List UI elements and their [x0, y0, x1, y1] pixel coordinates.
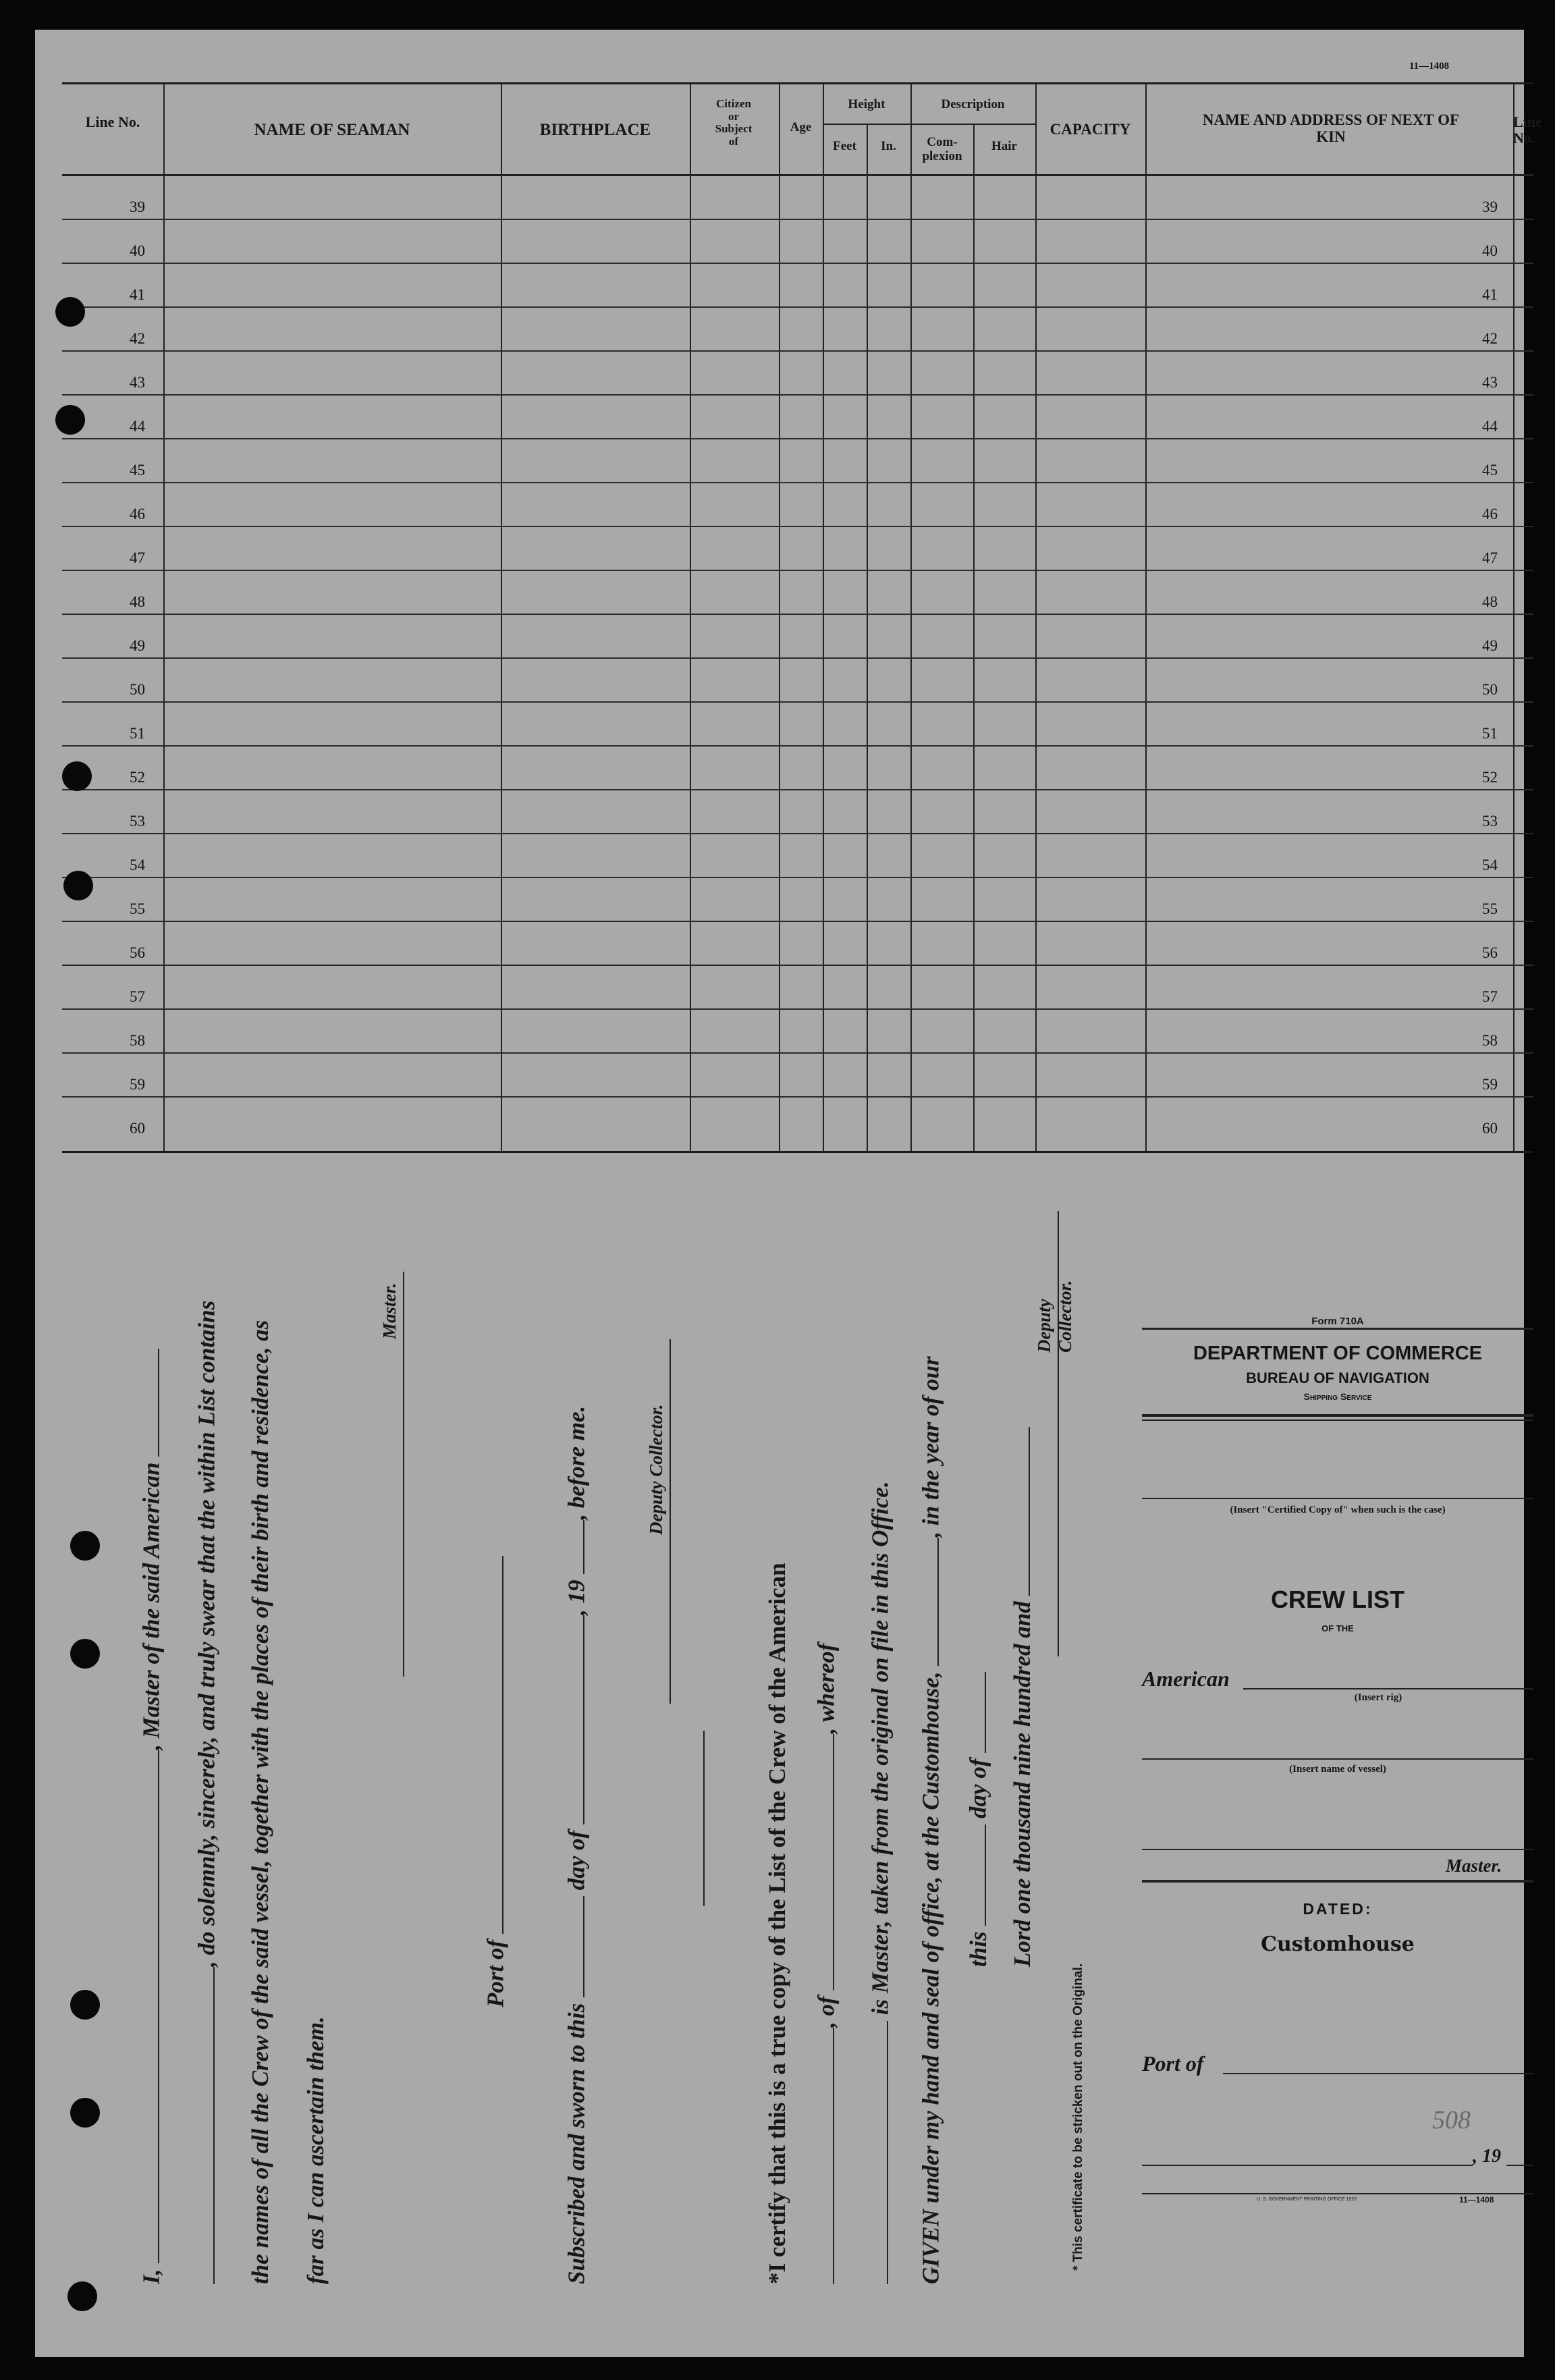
deputy-collector-signature-line-1[interactable] — [670, 1339, 671, 1704]
line-number-right: 42 — [1482, 330, 1498, 347]
master-signature-label: Master. — [379, 1282, 400, 1339]
year-label-panel: , 19 — [1473, 2146, 1501, 2167]
line-number-left: 46 — [130, 506, 145, 522]
line-number-left: 56 — [130, 944, 145, 961]
line-number-left: 45 — [130, 462, 145, 479]
table-row — [62, 176, 1533, 220]
line-number-left: 60 — [130, 1120, 145, 1137]
binder-hole — [70, 1531, 100, 1561]
line-number-left: 42 — [130, 330, 145, 347]
row-line-right — [1513, 176, 1533, 220]
master-oath-certificate — [130, 1258, 1088, 2284]
table-row — [62, 615, 1533, 659]
line-number-left: 47 — [130, 549, 145, 566]
row-entry-area[interactable] — [163, 483, 1513, 527]
row-entry-area[interactable] — [163, 439, 1513, 483]
line-number-right: 43 — [1482, 374, 1498, 391]
line-number-right: 39 — [1482, 198, 1498, 215]
header-citizen: Citizen or Subject of — [715, 97, 753, 148]
row-entry-area[interactable] — [163, 703, 1513, 747]
line-number-right: 57 — [1482, 988, 1498, 1005]
row-line-left — [62, 922, 163, 966]
deputy-collector-label-2: Deputy Collector. — [1034, 1280, 1075, 1353]
header-complexion: Com- plexion — [922, 135, 962, 163]
master-label-panel: Master. — [1446, 1856, 1502, 1876]
row-entry-area[interactable] — [163, 790, 1513, 834]
lord-line: Lord one thousand nine hundred and — [1007, 1427, 1036, 2284]
vessel-rig-field[interactable] — [136, 1349, 159, 1457]
row-entry-area[interactable] — [163, 922, 1513, 966]
certified-vessel-field[interactable] — [811, 1734, 834, 1991]
customhouse-field[interactable] — [916, 1538, 939, 1666]
line-number-left: 39 — [130, 198, 145, 215]
table-row — [62, 571, 1533, 615]
row-entry-area[interactable] — [163, 1010, 1513, 1054]
row-line-left — [62, 790, 163, 834]
row-line-left — [62, 615, 163, 659]
table-row — [62, 1054, 1533, 1098]
vessel-name-field-panel[interactable] — [1142, 1758, 1533, 1760]
line-number-right: 41 — [1482, 286, 1498, 303]
master-signature-line[interactable] — [403, 1272, 404, 1677]
footnote: * This certificate to be stricken out on the Original. — [1071, 1963, 1085, 2271]
line-number-left: 48 — [130, 593, 145, 610]
row-entry-area[interactable] — [163, 396, 1513, 439]
table-row — [62, 878, 1533, 922]
line-number-right: 59 — [1482, 1076, 1498, 1093]
row-line-right — [1513, 396, 1533, 439]
line-number-left: 54 — [130, 857, 145, 873]
binder-hole — [63, 871, 93, 900]
crew-list-page — [35, 30, 1542, 2357]
row-line-right — [1513, 922, 1533, 966]
table-row — [62, 527, 1533, 571]
port-field-panel[interactable] — [1223, 2073, 1533, 2074]
crew-list-title: CREW LIST — [1271, 1586, 1404, 1613]
given-line: GIVEN under my hand and seal of office, at the Customhouse, , in the year of our — [916, 1356, 945, 2284]
table-row — [62, 439, 1533, 483]
row-line-left — [62, 703, 163, 747]
line-number-left: 59 — [130, 1076, 145, 1093]
row-line-right — [1513, 615, 1533, 659]
bureau-title: BUREAU OF NAVIGATION — [1246, 1370, 1429, 1386]
customhouse-label: Customhouse — [1261, 1932, 1415, 1956]
subscribed-year-field[interactable] — [562, 1520, 584, 1574]
line-number-left: 53 — [130, 813, 145, 830]
master-field-panel[interactable] — [1142, 1849, 1533, 1850]
line-number-left: 49 — [130, 637, 145, 654]
oath-line-4: far as I can ascertain them. — [302, 2016, 329, 2284]
of-the-label: OF THE — [1321, 1623, 1354, 1633]
row-entry-area[interactable] — [163, 966, 1513, 1010]
line-number-right: 54 — [1482, 857, 1498, 873]
table-row — [62, 483, 1533, 527]
header-line-no-right: Line No. — [1513, 113, 1542, 147]
header-age: Age — [790, 120, 812, 134]
row-entry-area[interactable] — [163, 615, 1513, 659]
given-year-field[interactable] — [1007, 1427, 1030, 1596]
row-line-right — [1513, 264, 1533, 308]
row-entry-area[interactable] — [163, 659, 1513, 703]
line-number-right: 51 — [1482, 725, 1498, 742]
line-number-right: 56 — [1482, 944, 1498, 961]
row-line-left — [62, 1010, 163, 1054]
line-number-left: 51 — [130, 725, 145, 742]
table-row — [62, 308, 1533, 352]
row-entry-area[interactable] — [163, 527, 1513, 571]
binder-hole — [70, 2098, 100, 2128]
row-line-left — [62, 220, 163, 264]
row-line-left — [62, 1098, 163, 1141]
table-row — [62, 790, 1533, 834]
header-line-no: Line No. — [85, 113, 140, 130]
header-next-of-kin: NAME AND ADDRESS OF NEXT OF KIN — [1202, 111, 1460, 146]
header-capacity: CAPACITY — [1049, 121, 1131, 138]
row-entry-area[interactable] — [163, 308, 1513, 352]
line-number-left: 43 — [130, 374, 145, 391]
rig-field[interactable] — [1243, 1688, 1533, 1689]
line-number-right: 45 — [1482, 462, 1498, 479]
row-entry-area[interactable] — [163, 1054, 1513, 1098]
row-line-right — [1513, 747, 1533, 790]
row-line-right — [1513, 834, 1533, 878]
row-entry-area[interactable] — [163, 878, 1513, 922]
row-line-left — [62, 966, 163, 1010]
master-name-field[interactable] — [136, 1750, 159, 2263]
table-row — [62, 1098, 1533, 1141]
row-line-left — [62, 659, 163, 703]
row-line-right — [1513, 703, 1533, 747]
header-feet: Feet — [833, 139, 856, 153]
line-number-right: 50 — [1482, 681, 1498, 698]
line-number-right: 53 — [1482, 813, 1498, 830]
header-hair: Hair — [991, 139, 1017, 153]
certified-copy-field[interactable] — [1142, 1498, 1533, 1499]
line-number-right: 58 — [1482, 1032, 1498, 1049]
date-field-panel[interactable] — [1142, 2165, 1473, 2166]
insert-name-note: (Insert name of vessel) — [1289, 1764, 1386, 1775]
row-line-right — [1513, 1098, 1533, 1141]
row-entry-area[interactable] — [163, 571, 1513, 615]
certify-line-2: , of , whereof — [811, 1643, 840, 2284]
form-code-top: 11—1408 — [1409, 61, 1450, 72]
row-line-left — [62, 483, 163, 527]
line-number-right: 47 — [1482, 549, 1498, 566]
table-row — [62, 966, 1533, 1010]
binder-hole — [70, 1639, 100, 1669]
binder-hole — [55, 297, 85, 327]
table-row — [62, 264, 1533, 308]
row-line-left — [62, 1054, 163, 1098]
line-number-right: 48 — [1482, 593, 1498, 610]
header-name-of-seaman: NAME OF SEAMAN — [254, 121, 410, 139]
line-number-right: 52 — [1482, 769, 1498, 786]
printing-office-note: U. S. GOVERNMENT PRINTING OFFICE 1920 — [1257, 2197, 1357, 2202]
header-height: Height — [848, 97, 885, 111]
line-number-left: 40 — [130, 242, 145, 259]
service-title: Shipping Service — [1303, 1391, 1372, 1402]
form-number: Form 710A — [1311, 1316, 1364, 1327]
port-of-label-panel: Port of — [1142, 2051, 1204, 2076]
subscribed-day-field[interactable] — [562, 1896, 584, 1997]
row-line-right — [1513, 1010, 1533, 1054]
row-entry-area[interactable] — [163, 264, 1513, 308]
line-number-right: 44 — [1482, 418, 1498, 435]
line-number-right: 60 — [1482, 1120, 1498, 1137]
line-number-left: 52 — [130, 769, 145, 786]
line-number-left: 58 — [130, 1032, 145, 1049]
row-line-right — [1513, 571, 1533, 615]
header-description: Description — [941, 97, 1005, 111]
line-number-right: 40 — [1482, 242, 1498, 259]
certified-master-field[interactable] — [865, 2021, 888, 2284]
table-row — [62, 703, 1533, 747]
row-entry-area[interactable] — [163, 747, 1513, 790]
this-day-line: this day of — [963, 1672, 992, 2284]
header-inches: In. — [881, 139, 896, 153]
oath-line-2: , do solemnly, sincerely, and truly swear that the within List contains — [192, 1301, 221, 2284]
line-number-left: 55 — [130, 900, 145, 917]
given-month-field[interactable] — [963, 1672, 986, 1753]
certified-rig-field[interactable] — [811, 2028, 834, 2284]
row-entry-area[interactable] — [163, 352, 1513, 396]
row-line-right — [1513, 439, 1533, 483]
row-entry-area[interactable] — [163, 220, 1513, 264]
insert-certified-note: (Insert "Certified Copy of" when such is the case) — [1230, 1505, 1446, 1515]
row-entry-area[interactable] — [163, 176, 1513, 220]
table-row — [62, 220, 1533, 264]
header-birthplace: BIRTHPLACE — [539, 121, 651, 139]
line-number-left: 44 — [130, 418, 145, 435]
endorsement-panel — [1142, 1316, 1533, 2227]
subscribed-line: Subscribed and sworn to this day of , 19 , before me. — [562, 1406, 591, 2284]
table-row — [62, 747, 1533, 790]
subscribed-month-field[interactable] — [562, 1615, 584, 1824]
dated-label: DATED: — [1303, 1900, 1373, 1918]
stamp-number: 508 — [1432, 2106, 1471, 2134]
table-row — [62, 659, 1533, 703]
row-line-right — [1513, 308, 1533, 352]
binder-hole — [62, 761, 92, 791]
deputy-collector-label-1: Deputy Collector. — [646, 1404, 666, 1535]
is-master-line: is Master, taken from the original on file in this Office. — [865, 1481, 894, 2284]
row-line-right — [1513, 966, 1533, 1010]
port-of-line: Port of — [481, 1556, 510, 2007]
table-row — [62, 352, 1533, 396]
department-title: DEPARTMENT OF COMMERCE — [1193, 1343, 1482, 1364]
certify-line: *I certify that this is a true copy of the List of the Crew of the American — [764, 1563, 790, 2284]
binder-hole — [67, 2281, 97, 2311]
binder-hole — [70, 1990, 100, 2020]
oath-line-3: the names of all the Crew of the said vessel, together with the places of their birth and residence, as — [247, 1320, 273, 2284]
row-line-left — [62, 439, 163, 483]
row-entry-area[interactable] — [163, 1098, 1513, 1141]
row-line-right — [1513, 483, 1533, 527]
line-number-left: 50 — [130, 681, 145, 698]
oath-line-1: I, , Master of the said American — [136, 1349, 165, 2284]
row-line-right — [1513, 527, 1533, 571]
form-code-bottom: 11—1408 — [1459, 2195, 1494, 2205]
line-number-left: 57 — [130, 988, 145, 1005]
table-row — [62, 396, 1533, 439]
table-row — [62, 834, 1533, 878]
row-line-right — [1513, 878, 1533, 922]
row-line-right — [1513, 659, 1533, 703]
row-line-right — [1513, 790, 1533, 834]
insert-rig-note: (Insert rig) — [1354, 1692, 1402, 1703]
line-number-left: 41 — [130, 286, 145, 303]
row-line-left — [62, 176, 163, 220]
line-number-right: 55 — [1482, 900, 1498, 917]
crew-table — [62, 82, 1542, 1153]
row-line-left — [62, 352, 163, 396]
row-line-right — [1513, 1054, 1533, 1098]
year-field-panel[interactable] — [1506, 2165, 1533, 2166]
row-entry-area[interactable] — [163, 834, 1513, 878]
binder-hole — [55, 405, 85, 435]
table-row — [62, 1010, 1533, 1054]
row-line-right — [1513, 220, 1533, 264]
line-number-right: 46 — [1482, 506, 1498, 522]
given-day-field[interactable] — [963, 1824, 986, 1926]
table-row — [62, 922, 1533, 966]
american-label: American — [1142, 1667, 1230, 1691]
vessel-name-field[interactable] — [192, 1967, 215, 2284]
row-line-left — [62, 527, 163, 571]
port-field-1[interactable] — [481, 1556, 503, 1934]
divider-line — [703, 1731, 705, 1906]
row-line-right — [1513, 352, 1533, 396]
line-number-right: 49 — [1482, 637, 1498, 654]
row-line-left — [62, 571, 163, 615]
